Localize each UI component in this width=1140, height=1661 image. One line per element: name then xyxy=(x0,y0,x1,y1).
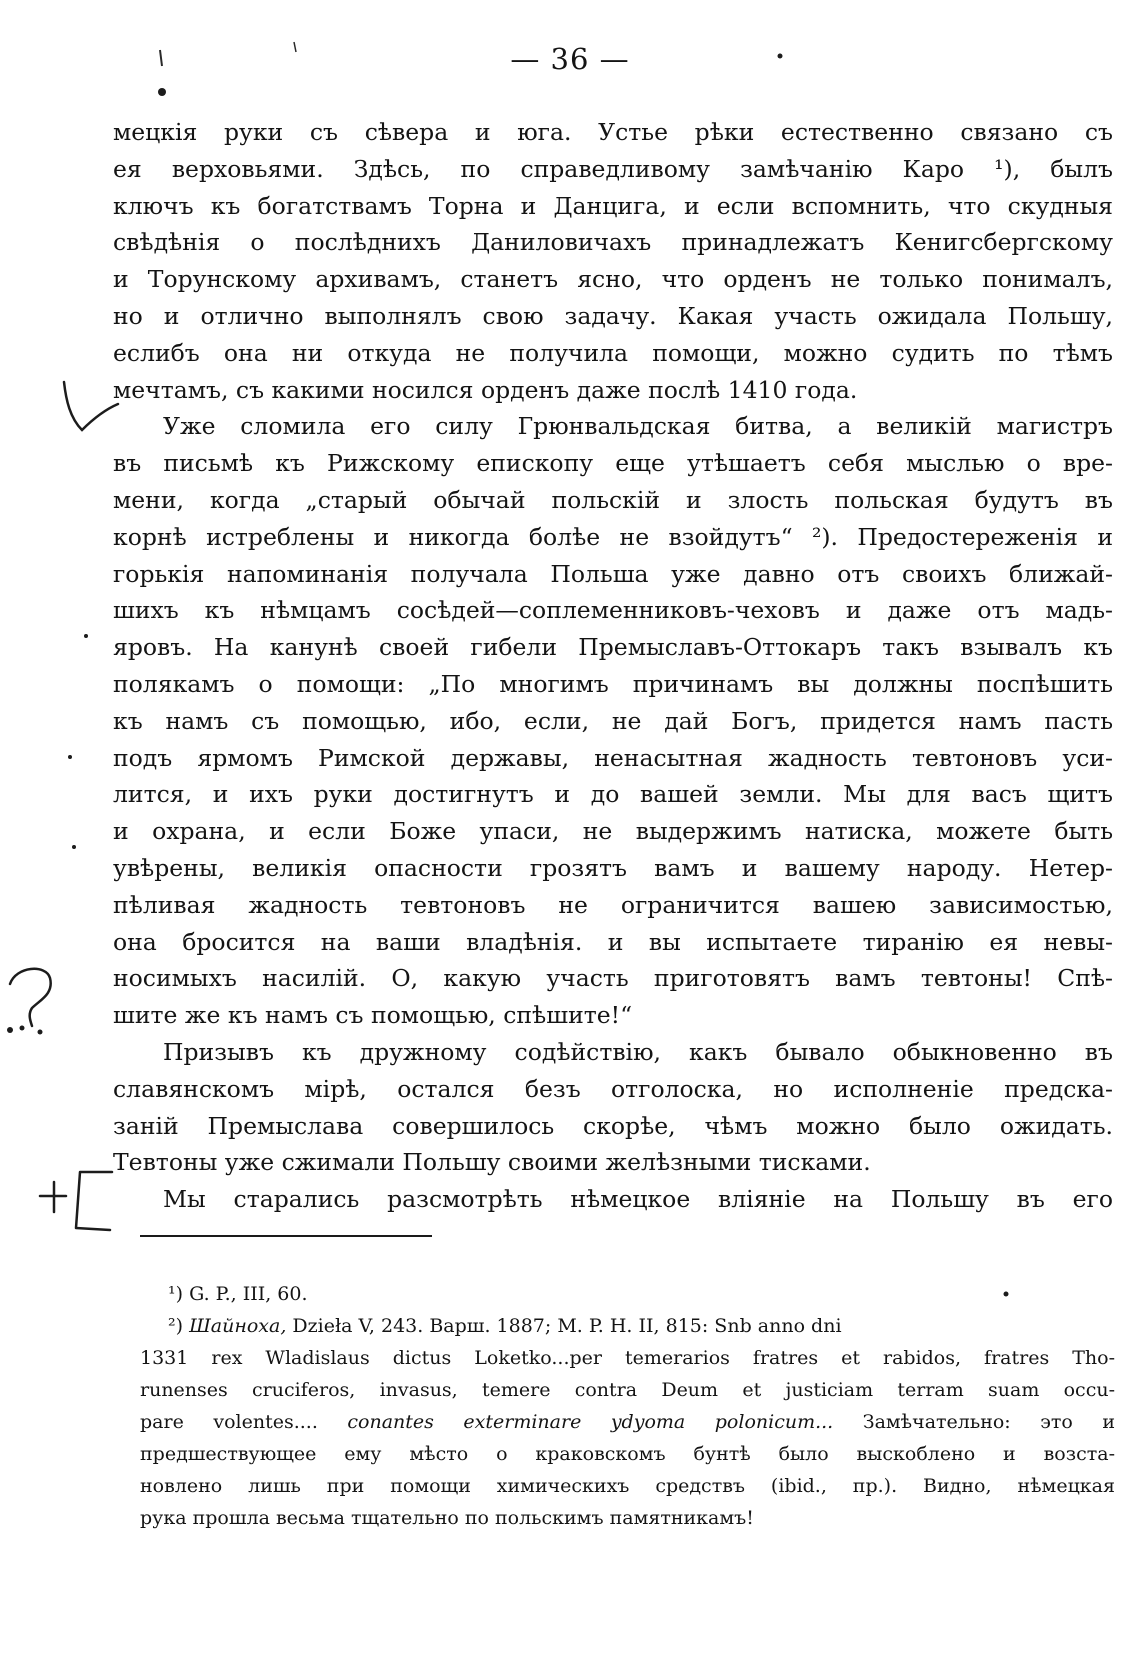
text-line: шихъ къ нѣмцамъ сосѣдей—соплеменниковъ-чеховъ и даже отъ мадь- xyxy=(113,596,1113,625)
text-line: Тевтоны уже сжимали Польшу своими желѣзными тисками. xyxy=(113,1148,871,1177)
text-line: мечтамъ, съ какими носился орденъ даже послѣ 1410 года. xyxy=(113,375,858,404)
stray-dot xyxy=(72,845,76,849)
stray-dot xyxy=(68,755,72,759)
footnotes xyxy=(140,1278,1115,1534)
text-line: ключъ къ богатствамъ Торна и Данцига, и если вспомнить, что скудныя xyxy=(113,191,1113,220)
footnote-line: рука прошла весьма тщательно по польскимъ памятникамъ! xyxy=(140,1507,754,1529)
text-line: ея верховьями. Здѣсь, по справедливому замѣчанію Каро ¹), былъ xyxy=(113,154,1113,183)
footnote-2-text: Dzieła V, 243. Варш. 1887; M. P. H. II, 815: Snb anno dni xyxy=(286,1315,842,1337)
text-line: шите же къ намъ съ помощью, спѣшите!“ xyxy=(113,1001,633,1030)
text-line: лится, и ихъ руки достигнутъ и до вашей земли. Мы для васъ щитъ xyxy=(113,780,1113,809)
text-line: заній Премыслава совершилось скорѣе, чѣмъ можно было ожидать. xyxy=(113,1111,1113,1140)
stray-dot xyxy=(158,88,166,96)
footnote-line xyxy=(140,1406,1115,1438)
margin-dot xyxy=(20,1026,25,1031)
margin-dot xyxy=(38,1030,43,1035)
text-line: въ письмѣ къ Рижскому епископу еще утѣшаетъ себя мыслью о вре- xyxy=(113,449,1113,478)
page-number: — 36 — xyxy=(510,42,630,76)
text-line: мени, когда „старый обычай польскій и злость польская будутъ въ xyxy=(113,485,1113,514)
text-line: мецкія руки съ сѣвера и юга. Устье рѣки естественно связано съ xyxy=(113,118,1113,146)
text-line: носимыхъ насилій. О, какую участь приготовятъ вамъ тевтоны! Спѣ- xyxy=(113,964,1113,993)
footnote-text-end: Замѣчательно: это и xyxy=(833,1411,1115,1433)
footnote-text-start: pare volentes.... xyxy=(140,1411,348,1433)
text-line: еслибъ она ни откуда не получила помощи, можно судить по тѣмъ xyxy=(113,338,1113,367)
footnote-divider xyxy=(140,1235,432,1237)
text-line: она бросится на ваши владѣнія. и вы испытаете тиранію ея невы- xyxy=(113,927,1113,956)
text-line: полякамъ о помощи: „По многимъ причинамъ вы должны поспѣшить xyxy=(113,669,1113,698)
text-line: и охрана, и если Боже упаси, не выдержимъ натиска, можете быть xyxy=(113,817,1113,846)
footnote-line: предшествующее ему мѣсто о краковскомъ бунтѣ было выскоблено и возста- xyxy=(140,1443,1115,1465)
footnote-latin-quote: conantes exterminare ydyoma polonicum... xyxy=(347,1411,834,1433)
margin-v-mark xyxy=(64,382,118,430)
margin-bracket-mark xyxy=(76,1172,112,1230)
text-line: славянскомъ мірѣ, остался безъ отголоска, но исполненіе предска- xyxy=(113,1074,1113,1103)
text-line: къ намъ съ помощью, ибо, если, не дай Богъ, придется намъ пасть xyxy=(113,706,1113,735)
text-line: но и отлично выполнялъ свою задачу. Какая участь ожидала Польшу, xyxy=(113,301,1113,330)
text-line: Призывъ къ дружному содѣйствію, какъ бывало обыкновенно въ xyxy=(163,1037,1113,1066)
text-line: свѣдѣнія о послѣднихъ Даниловичахъ принадлежатъ Кенигсбергскому xyxy=(113,228,1113,257)
text-line: и Торунскому архивамъ, станетъ ясно, что орденъ не только понималъ, xyxy=(113,265,1113,294)
text-line: Уже сломила его силу Грюнвальдская битва, а великій магистръ xyxy=(163,412,1113,441)
footnote-2 xyxy=(140,1310,1115,1342)
footnote-line: 1331 rex Wladislaus dictus Loketko...per temerarios fratres et rabidos, fratres Tho- xyxy=(140,1347,1115,1369)
text-line: подъ ярмомъ Римской державы, ненасытная жадность тевтоновъ уси- xyxy=(113,743,1113,772)
footnote-2-author: Шайноха, xyxy=(189,1315,287,1337)
footnote-1: ¹) G. P., III, 60. xyxy=(168,1283,308,1305)
footnote-line: новлено лишь при помощи химическихъ средствъ (ibid., пр.). Видно, нѣмецкая xyxy=(140,1475,1115,1497)
text-line: пѣливая жадность тевтоновъ не ограничится вашею зависимостью, xyxy=(113,890,1113,919)
text-line: яровъ. На канунѣ своей гибели Премыславъ-Оттокаръ такъ взывалъ къ xyxy=(113,633,1113,662)
footnote-2-marker: ²) xyxy=(168,1315,190,1337)
margin-plus-mark xyxy=(40,1182,66,1212)
body-text xyxy=(113,114,1113,1218)
margin-question-mark xyxy=(10,969,51,1026)
text-line: Мы старались разсмотрѣть нѣмецкое вліяніе на Польшу въ его xyxy=(163,1185,1113,1214)
text-line: увѣрены, великія опасности грозятъ вамъ и вашему народу. Нетер- xyxy=(113,853,1113,882)
text-line: горькія напоминанія получала Польша уже давно отъ своихъ ближай- xyxy=(113,559,1113,588)
margin-dot xyxy=(7,1027,13,1033)
footnote-line: runenses cruciferos, invasus, temere contra Deum et justiciam terram suam occu- xyxy=(140,1379,1115,1401)
stray-dot xyxy=(84,634,88,638)
text-line: корнѣ истреблены и никогда болѣе не взойдутъ“ ²). Предостереженія и xyxy=(113,522,1113,551)
